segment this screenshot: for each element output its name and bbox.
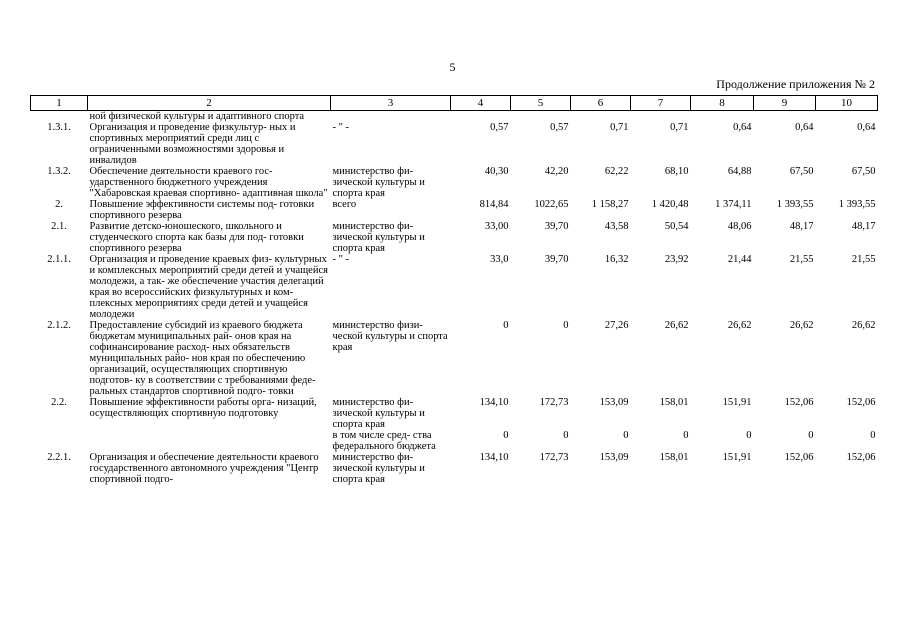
row-name: ной физической культуры и адаптивного спорта <box>89 111 305 122</box>
row-value: 172,73 <box>539 452 569 463</box>
row-executor: министерство физи- ческой культуры и спорта края <box>332 320 448 353</box>
row-value <box>511 111 571 123</box>
row-value <box>816 111 878 123</box>
row-value: 158,01 <box>659 397 689 408</box>
row-number: 1.3.2. <box>47 166 71 177</box>
row-value: 0,71 <box>610 122 629 133</box>
table-row <box>31 111 878 123</box>
row-value: 40,30 <box>484 166 509 177</box>
row-number: 2.1. <box>51 221 67 232</box>
column-header-9: 9 <box>754 96 816 111</box>
row-executor: - " - <box>332 254 350 265</box>
row-value: 1 393,55 <box>838 199 876 210</box>
table-header-row <box>31 96 878 111</box>
row-value: 1 374,11 <box>715 199 752 210</box>
row-value: 153,09 <box>599 397 629 408</box>
row-executor: министерство фи- зической культуры и спорта края <box>332 397 425 430</box>
row-value: 26,62 <box>789 320 814 331</box>
row-value: 0,64 <box>857 122 876 133</box>
row-executor: в том числе сред- ства федерального бюджета <box>332 430 436 452</box>
row-value: 16,32 <box>604 254 629 265</box>
row-value: 33,0 <box>490 254 509 265</box>
row-name: Развитие детско-юношеского, школьного и студенческого спорта как базы для под- готовки спортивного резерва <box>89 221 304 254</box>
row-value: 0,57 <box>490 122 509 133</box>
row-value: 1 420,48 <box>651 199 689 210</box>
row-value: 152,06 <box>784 452 814 463</box>
row-executor: министерство фи- зической культуры и спорта края <box>332 221 425 254</box>
row-value: 153,09 <box>599 452 629 463</box>
column-header-10: 10 <box>816 96 878 111</box>
row-value: 21,55 <box>851 254 876 265</box>
row-value: 814,84 <box>479 199 509 210</box>
column-header-1: 1 <box>31 96 88 111</box>
row-value <box>631 111 691 123</box>
column-header-8: 8 <box>691 96 754 111</box>
row-value: 152,06 <box>846 397 876 408</box>
column-header-5: 5 <box>511 96 571 111</box>
row-value: 0 <box>503 430 509 441</box>
row-value: 0 <box>623 430 629 441</box>
table-row <box>31 397 878 430</box>
row-value: 0 <box>746 430 752 441</box>
row-name: Обеспечение деятельности краевого гос- ударственного бюджетного учреждения "Хабаровская краевая спортивно- адаптивная школа" <box>89 166 328 199</box>
row-value: 39,70 <box>544 221 569 232</box>
row-number: 2.1.1. <box>47 254 71 265</box>
row-value: 48,17 <box>851 221 876 232</box>
row-name: Повышение эффективности системы под- готовки спортивного резерва <box>89 199 315 221</box>
row-value: 26,62 <box>851 320 876 331</box>
table-row <box>31 221 878 254</box>
row-value: 50,54 <box>664 221 689 232</box>
row-number: 2.2. <box>51 397 67 408</box>
row-value: 0,64 <box>733 122 752 133</box>
row-value: 62,22 <box>604 166 629 177</box>
row-value: 0 <box>563 430 569 441</box>
row-value <box>571 111 631 123</box>
table-body <box>31 111 878 486</box>
row-executor: всего <box>332 199 357 210</box>
row-name: Организация и проведение физкультур- ных и спортивных мероприятий среди лиц с ограниченными возможностями здоровья и инвалидов <box>89 122 296 166</box>
table-row <box>31 254 878 320</box>
row-value: 64,88 <box>727 166 752 177</box>
row-number <box>31 111 88 123</box>
table-row <box>31 430 878 452</box>
row-value: 48,17 <box>789 221 814 232</box>
row-value <box>451 111 511 123</box>
row-value: 134,10 <box>479 397 509 408</box>
row-value: 1022,65 <box>534 199 569 210</box>
row-value: 68,10 <box>664 166 689 177</box>
table-row <box>31 166 878 199</box>
row-value: 0 <box>683 430 689 441</box>
budget-table <box>30 95 878 485</box>
row-number <box>31 430 88 452</box>
row-executor: министерство фи- зической культуры и спорта края <box>332 452 425 485</box>
row-name: Предоставление субсидий из краевого бюджета бюджетам муниципальных рай- онов края на софинансирование расход- ных обязательств муниципальных райо- нов края по обеспечению организаций, осуществляющих спортивную подготов- ку в соответствии с требованиями феде- ральных стандартов спортивной подго- товки <box>89 320 316 397</box>
row-value: 48,06 <box>727 221 752 232</box>
row-value: 0 <box>503 320 509 331</box>
row-value: 27,26 <box>604 320 629 331</box>
column-header-7: 7 <box>631 96 691 111</box>
row-value: 0,71 <box>670 122 689 133</box>
row-value: 158,01 <box>659 452 689 463</box>
row-value: 26,62 <box>664 320 689 331</box>
row-value: 0 <box>808 430 814 441</box>
row-value: 39,70 <box>544 254 569 265</box>
table-row <box>31 199 878 221</box>
row-value: 134,10 <box>479 452 509 463</box>
row-name <box>88 430 331 452</box>
column-header-2: 2 <box>88 96 331 111</box>
continuation-label: Продолжение приложения № 2 <box>716 77 875 91</box>
row-name: Организация и обеспечение деятельности краевого государственного автономного учреждения "Центр спортивной подго- <box>89 452 319 485</box>
row-value: 26,62 <box>727 320 752 331</box>
column-header-6: 6 <box>571 96 631 111</box>
row-number: 2. <box>55 199 63 210</box>
row-value: 21,44 <box>727 254 752 265</box>
row-executor <box>331 111 451 123</box>
table-row <box>31 320 878 397</box>
row-value: 152,06 <box>846 452 876 463</box>
row-value: 1 393,55 <box>776 199 814 210</box>
row-number: 2.1.2. <box>47 320 71 331</box>
row-number: 1.3.1. <box>47 122 71 133</box>
row-value: 43,58 <box>604 221 629 232</box>
page-number: 5 <box>449 60 456 74</box>
column-header-4: 4 <box>451 96 511 111</box>
row-value: 33,00 <box>484 221 509 232</box>
row-value: 67,50 <box>789 166 814 177</box>
row-value: 1 158,27 <box>591 199 629 210</box>
column-header-3: 3 <box>331 96 451 111</box>
table-row <box>31 452 878 485</box>
row-value: 67,50 <box>851 166 876 177</box>
row-number: 2.2.1. <box>47 452 71 463</box>
row-value <box>754 111 816 123</box>
row-value <box>691 111 754 123</box>
row-value: 0,57 <box>550 122 569 133</box>
row-executor: - " - <box>332 122 350 133</box>
row-value: 21,55 <box>789 254 814 265</box>
table-row <box>31 122 878 166</box>
row-value: 23,92 <box>664 254 689 265</box>
row-value: 0 <box>563 320 569 331</box>
row-executor: министерство фи- зической культуры и спорта края <box>332 166 425 199</box>
row-value: 0,64 <box>795 122 814 133</box>
row-value: 151,91 <box>722 452 752 463</box>
row-name: Организация и проведение краевых физ- культурных и комплексных мероприятий среди детей и учащейся молодежи, а так- же обеспечение участия делегаций края во всероссийских физкультурных и ком- плексных мероприятиях среди детей и учащейся молодежи <box>89 254 328 320</box>
row-value: 0 <box>870 430 876 441</box>
row-value: 172,73 <box>539 397 569 408</box>
row-value: 151,91 <box>722 397 752 408</box>
row-value: 42,20 <box>544 166 569 177</box>
row-value: 152,06 <box>784 397 814 408</box>
row-name: Повышение эффективности работы орга- низаций, осуществляющих спортивную подготовку <box>89 397 317 419</box>
